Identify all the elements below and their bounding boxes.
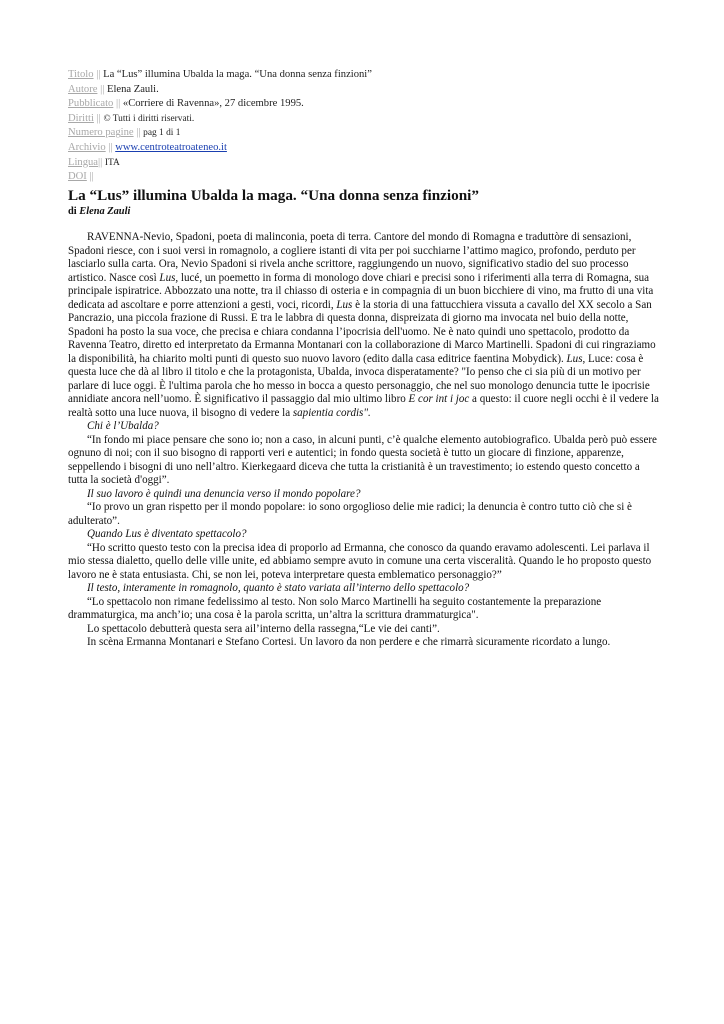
paragraph-intro (68, 231, 660, 420)
byline-prefix: di (68, 206, 80, 217)
meta-row-pubblicato (68, 97, 372, 112)
meta-key-numero-pagine[interactable]: Numero pagine (68, 127, 134, 139)
paragraph-debut: Lo spettacolo debutterà questa sera ail’interno della rassegna,“Le vie dei canti”. (87, 622, 440, 635)
meta-separator: || (96, 112, 101, 124)
meta-separator: || (115, 98, 121, 110)
article-byline (68, 205, 660, 218)
latin-phrase: sapientia cordis". (292, 406, 371, 419)
text-run: RAVENNA-Nevio, Spadoni, poeta di malinconia, poeta di terra. Cantore del mondo di Romagna e traduttòre di sensazioni, Spadoni riesce, con i suoi versi in romagnolo, a cogliere istanti di vita per poi succhiarne l’attimo magico, profondo, perduto per lasciarlo sulla carta. Ora, Nevio Spadoni si rivela anche scrittore, raggiungendo un nuovo, significativo stadio del suo processo artistico. Nasce così (68, 231, 636, 284)
byline-author: Elena Zauli (79, 206, 131, 217)
meta-row-archivio (68, 141, 372, 156)
interview-answer: “In fondo mi piace pensare che sono io; non a caso, in alcuni punti, c’è qualche elemento autobiografico. Ubalda però può essere ognuno di noi; con il suo bisogno di rapporti veri e autentici; in fondo questa società è tutto un giocare di finzione, apparenze, seppellendo i bisogni di uno nell’altro. Kierkegaard diceva che tutta la cristianità è un travestimento; io estendo questo concetto a tutta la società d'oggi”. (68, 433, 657, 486)
text-run: , Luce: cosa è questa luce che dà al libro il titolo e che la protagonista, Ubalda, invoca disperatamente? "Io penso che ci sia più di un motivo per parlare di luce oggi. È l'ultima parola che ho messo in bocca a questo personaggio, che nel suo monologo denuncia tutte le ipocrisie annidiate ancora nell’uomo. È significativo il passaggio dal mio ultimo libro (68, 352, 650, 405)
text-run: è la storia di una fattucchiera vissuta a cavallo del XX secolo a San Pancrazio, una piccola frazione di Russi. E tra le labbra di questa donna, dispreizata di giorno ma invocata nel buio della notte, Spadoni ha posto la sua voce, che precisa e chiara condanna l’ipocrisia dell'uomo. Ne è nato quindi uno spettacolo, prodotto da Ravenna Teatro, diretto ed interpretato da Ermanna Montanari con la collaborazione di Marco Martinelli. Spadoni di cui ringraziamo la disponibilità, ha chiarito molti punti di questo suo nuovo lavoro (edito dalla casa editrice faentina Mobydick). (68, 298, 656, 365)
article-title: La “Lus” illumina Ubalda la maga. “Una donna senza finzioni” (68, 187, 479, 204)
meta-separator: || (136, 127, 141, 139)
meta-separator: || (98, 156, 103, 168)
meta-key-titolo[interactable]: Titolo (68, 69, 94, 80)
interview-question: Il suo lavoro è quindi una denuncia verso il mondo popolare? (87, 487, 361, 500)
meta-key-doi[interactable]: DOI (68, 171, 87, 183)
meta-row-autore (68, 83, 372, 98)
meta-row-numero-pagine (68, 126, 372, 141)
meta-value-titolo: La “Lus” illumina Ubalda la maga. “Una donna senza finzioni” (103, 69, 372, 80)
meta-separator: || (96, 69, 101, 80)
paragraph-final: In scèna Ermanna Montanari e Stefano Cortesi. Un lavoro da non perdere e che rimarrà sicuramente ricordato a lungo. (87, 636, 611, 648)
meta-value-autore: Elena Zauli. (106, 83, 159, 95)
meta-key-diritti[interactable]: Diritti (68, 112, 94, 124)
meta-key-autore[interactable]: Autore (68, 83, 98, 95)
metadata-block (68, 68, 372, 185)
interview-question: Chi è l’Ubalda? (87, 420, 159, 432)
article (68, 187, 660, 650)
interview-answer: “Lo spettacolo non rimane fedelissimo al testo. Non solo Marco Martinelli ha seguito costantemente la preparazione drammaturgica, ma anch’io; una cosa è la parola scritta, un’altra la scrittura drammaturgica". (68, 595, 602, 621)
meta-row-titolo (68, 68, 372, 83)
interview-answer: “Ho scritto questo testo con la precisa idea di proporlo ad Ermanna, che conosco da quando eravamo adolescenti. Lei parlava il mio stessa dialetto, quello delle ville unite, ed abbiamo sempre avuto in comune una certa visceralità. Quando le ho proposto questo lavoro ne è stata entusiasta. Chi, se non lei, poteva interpretare questa emblematico personaggio?” (68, 541, 652, 581)
interview-answer: “Io provo un gran rispetto per il mondo popolare: io sono orgoglioso delie mie radici; la denuncia è contro tutto ciò che si è adulterato”. (68, 501, 632, 527)
meta-value-diritti: © Tutti i diritti riservati. (103, 113, 195, 124)
work-title: Lus (336, 298, 353, 311)
meta-separator: || (89, 171, 94, 183)
meta-row-diritti (68, 112, 372, 127)
meta-row-lingua (68, 156, 372, 171)
meta-value-lingua: ITA (104, 157, 120, 168)
meta-key-lingua[interactable]: Lingua (68, 156, 99, 168)
work-title: Lus, (159, 271, 179, 284)
meta-row-doi (68, 170, 372, 185)
meta-value-pubblicato: «Corriere di Ravenna», 27 dicembre 1995. (122, 98, 304, 110)
article-body (68, 231, 660, 650)
work-title: E cor int i joc (408, 393, 470, 405)
meta-key-archivio[interactable]: Archivio (68, 141, 106, 153)
meta-separator: || (108, 141, 113, 153)
text-run: a questo: il cuore negli occhi è il vedere la realtà sotto una luce nuova, il bisogno di vedere la (68, 393, 659, 419)
interview-question: Il testo, interamente in romagnolo, quanto è stato variata all’interno dello spettacolo? (87, 582, 470, 594)
meta-key-pubblicato[interactable]: Pubblicato (68, 98, 114, 110)
work-title: Lus (566, 352, 583, 365)
archive-link[interactable]: www.centroteatroateneo.it (115, 141, 227, 153)
meta-separator: || (100, 83, 105, 95)
interview-question: Quando Lus è diventato spettacolo? (87, 528, 247, 540)
meta-value-numero-pagine: pag 1 di 1 (143, 128, 181, 139)
text-run: lucé, un poemetto in forma di monologo dove chiari e precisi sono i riferimenti alla terra di Romagna, sua principale ispiratrice. Abbozzato una notte, tra il chiasso di osteria e in compagnia di un buon bicchiere di vino, ma frutto di una vita dedicata ad ascoltare e porre attenzioni a gesti, voci, ricordi, (68, 271, 654, 311)
